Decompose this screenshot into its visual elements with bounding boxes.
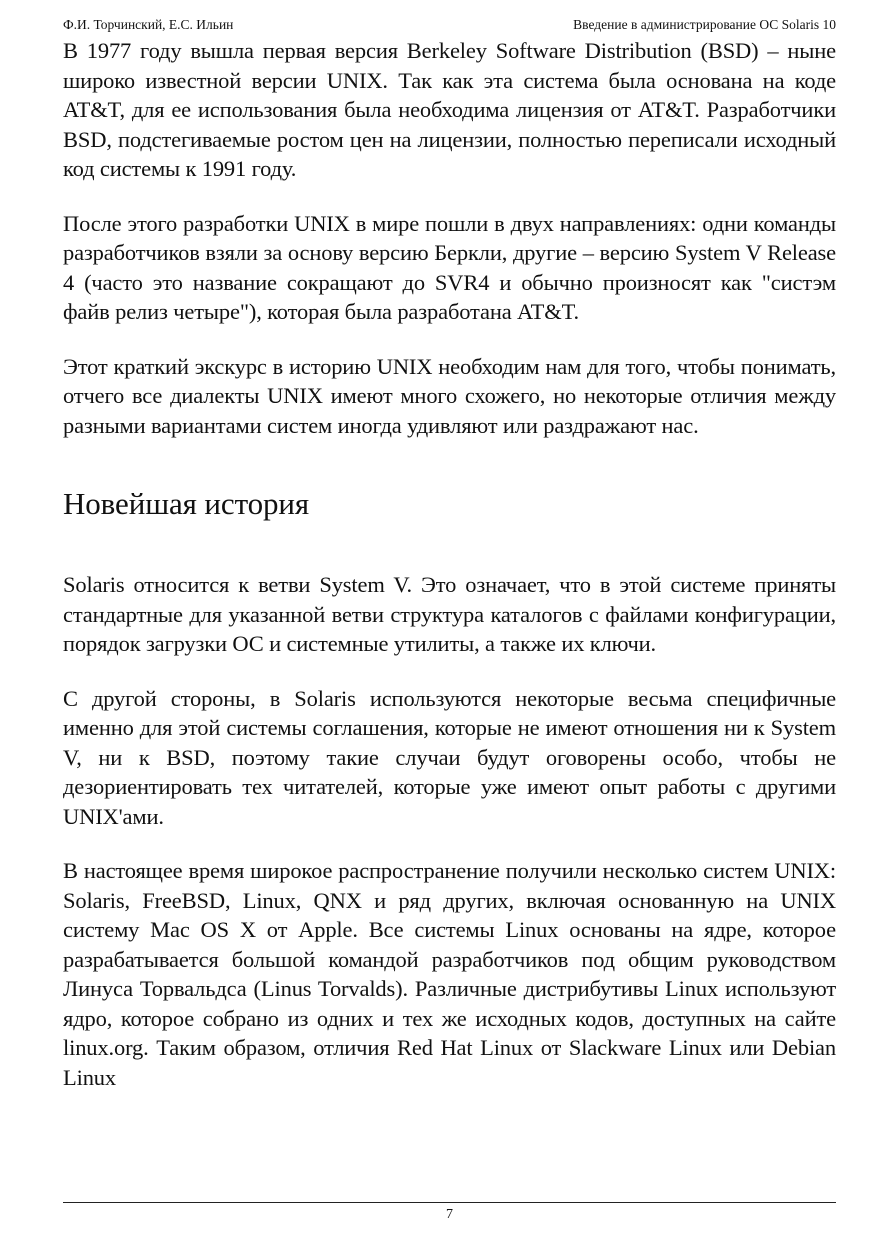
page-content — [63, 36, 836, 1092]
document-page — [63, 0, 836, 1241]
paragraph-bsd-history: В 1977 году вышла первая версия Berkeley Software Distribution (BSD) – ныне широко известной версии UNIX. Так как эта система была основана на коде AT&T, для ее использования была необходима лицензия от AT&T. Разработчики BSD, подстегиваемые ростом цен на лицензии, полностью переписали исходный код системы к 1991 году. — [63, 38, 836, 181]
header-book-title: Введение в администрирование ОС Solaris 10 — [573, 17, 836, 32]
paragraph-solaris-conventions: С другой стороны, в Solaris используются некоторые весьма специфичные именно для этой системы соглашения, которые не имеют отношения ни к System V, ни к BSD, поэтому такие случаи будут оговорены особо, чтобы не дезориентировать тех читателей, которые уже имеют опыт работы с другими UNIX'ами. — [63, 685, 836, 829]
paragraph-unix-systems-today: В настоящее время широкое распространение получили несколько систем UNIX: Solaris, FreeBSD, Linux, QNX и ряд других, включая основанную на UNIX систему Mac OS X от Apple. Все системы Linux основаны на ядре, которое разрабатывается большой командой разработчиков под общим руководством Линуса Торвальдса (Linus Torvalds). Различные дистрибутивы Linux используют ядро, которое собрано из одних и тех же исходных кодов, доступных на сайте linux.org. Таким образом, отличия Red Hat Linux от Slackware Linux или Debian Linux — [63, 858, 836, 1090]
paragraph-unix-excursion: Этот краткий экскурс в историю UNIX необходим нам для того, чтобы понимать, отчего все диалекты UNIX имеют много схожего, но некоторые отличия между разными вариантами систем иногда удивляют или раздражают нас. — [63, 353, 836, 438]
paragraph-two-directions: После этого разработки UNIX в мире пошли в двух направлениях: одни команды разработчиков взяли за основу версию Беркли, другие – версию System V Release 4 (часто это название сокращают до SVR4 и обычно произносят как "систэм файв релиз четыре"), которая была разработана AT&T. — [63, 210, 836, 324]
paragraph-solaris-system-v: Solaris относится к ветви System V. Это означает, что в этой системе приняты стандартные для указанной ветви структура каталогов с файлами конфигурации, порядок загрузки ОС и системные утилиты, а также их ключи. — [63, 572, 836, 656]
footer-divider — [63, 1202, 836, 1203]
header-authors: Ф.И. Торчинский, Е.С. Ильин — [63, 17, 234, 32]
section-heading: Новейшая история — [63, 486, 310, 521]
running-header — [63, 16, 836, 34]
page-number: 7 — [446, 1207, 453, 1222]
